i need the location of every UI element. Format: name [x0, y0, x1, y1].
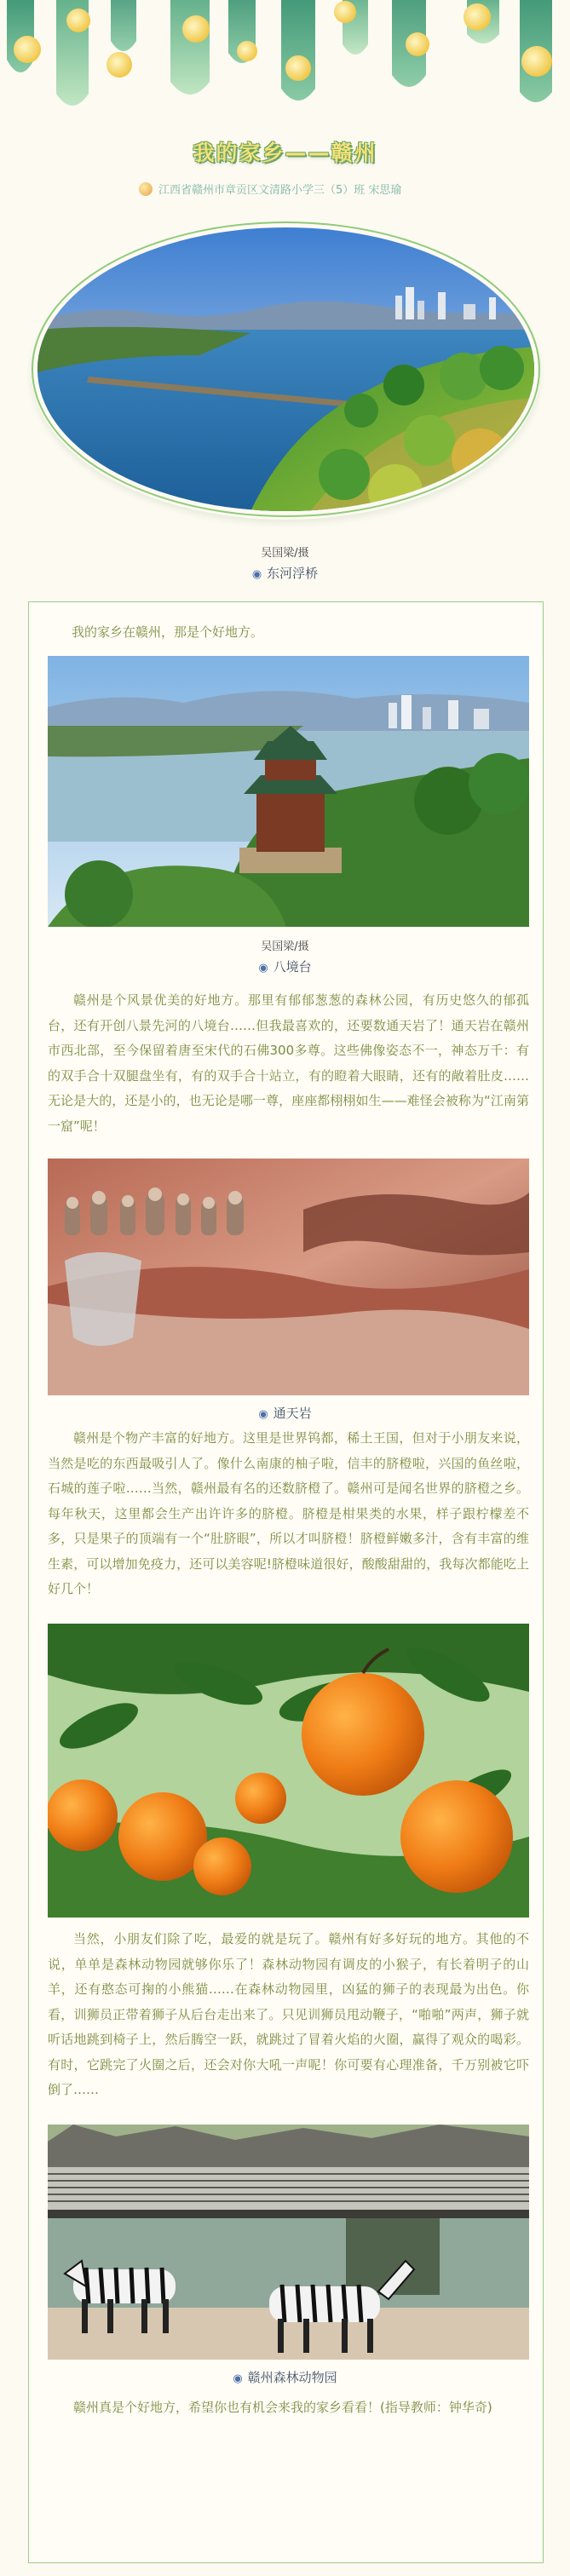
paragraph-scenery: 赣州是个风景优美的好地方。那里有郁郁葱葱的森林公园，有历史悠久的郁孤台，还有开创八景先河的八境台……但我最喜欢的，还要数通天岩了！通天岩在赣州市西北部，至今保留着唐至宋代的石佛300多尊。这些佛像姿态不一，神态万千：有的双手合十双腿盘坐有，有的双手合十站立，有的瞪着大眼睛，还有的敞着肚皮……无论是大的，还是小的，也无论是哪一尊，座座都栩栩如生——难怪会被称为“江南第一窟”呢！ — [48, 992, 529, 1134]
author-line: 江西省赣州市章贡区文清路小学三（5）班 宋思瑜 — [158, 184, 402, 197]
location-pin-icon: ◉ — [258, 962, 268, 975]
decorative-leaf-banner — [0, 0, 570, 119]
photo1-location — [0, 957, 570, 975]
photo-zebras-zoo — [48, 2125, 529, 2360]
cover-photo-river-bridge — [37, 227, 534, 511]
location-pin-icon: ◉ — [258, 1408, 268, 1421]
cover-location — [0, 564, 570, 582]
cover-location-label: 东河浮桥 — [267, 566, 319, 581]
photo4-location — [0, 2368, 570, 2386]
photo2-location-text: 通天岩 — [273, 1406, 312, 1421]
paragraph-zoo: 当然，小朋友们除了吃，最爱的就是玩了。赣州有好多好玩的地方。其他的不说，单单是森林动物园就够你乐了！森林动物园有调皮的小猴子，有长着明子的山羊，还有憨态可掬的小熊猫……在森林动物园里，凶猛的狮子的表现最为出色。你看，训狮员正带着狮子从后台走出来了。只见训狮员甩动鞭子，“啪啪”两声，狮子就听话地跳到椅子上，然后腾空一跃，就跳过了冒着火焰的火圈，赢得了观众的喝彩。有时，它跳完了火圈之后，还会对你大吼一声呢！你可要有心理准备，千万别被它吓倒了…… — [48, 1931, 529, 2097]
photo-tongtianyan-carvings — [48, 1159, 529, 1395]
author-badge-icon — [139, 182, 153, 196]
photo1-credit: 吴国梁/摄 — [261, 940, 309, 953]
photo2-location — [0, 1404, 570, 1422]
location-pin-icon: ◉ — [251, 568, 262, 581]
photo1-location-text: 八境台 — [273, 959, 312, 975]
location-pin-icon: ◉ — [233, 2372, 243, 2385]
article-title: 我的家乡——赣州 — [193, 141, 377, 165]
cover-photo-credit: 吴国梁/摄 — [261, 547, 309, 560]
paragraph-products: 赣州是个物产丰富的好地方。这里是世界钨都，稀土王国，但对于小朋友来说，当然是吃的东西最吸引人了。像什么南康的柚子啦，信丰的脐橙啦，兴国的鱼丝啦，石城的莲子啦……当然，赣州最有名的还数脐橙了。赣州可是闻名世界的脐橙之乡。每年秋天，这里都会生产出许许多的脐橙。脐橙是柑果类的水果，样子跟柠檬差不多，只是果子的顶端有一个“肚脐眼”，所以才叫脐橙！脐橙鲜嫩多汁，含有丰富的维生素，可以增加免疫力，还可以美容呢!脐橙味道很好，酸酸甜甜的，我每次都能吃上好几个！ — [48, 1430, 529, 1596]
photo-bajing-pavilion — [48, 656, 529, 927]
photo4-location-text: 赣州森林动物园 — [247, 2370, 337, 2385]
paragraph-closing: 赣州真是个好地方，希望你也有机会来我的家乡看看！(指导教师：钟华奇) — [73, 2400, 492, 2415]
photo-navel-oranges — [48, 1624, 529, 1918]
intro-paragraph: 我的家乡在赣州，那是个好地方。 — [72, 624, 264, 640]
